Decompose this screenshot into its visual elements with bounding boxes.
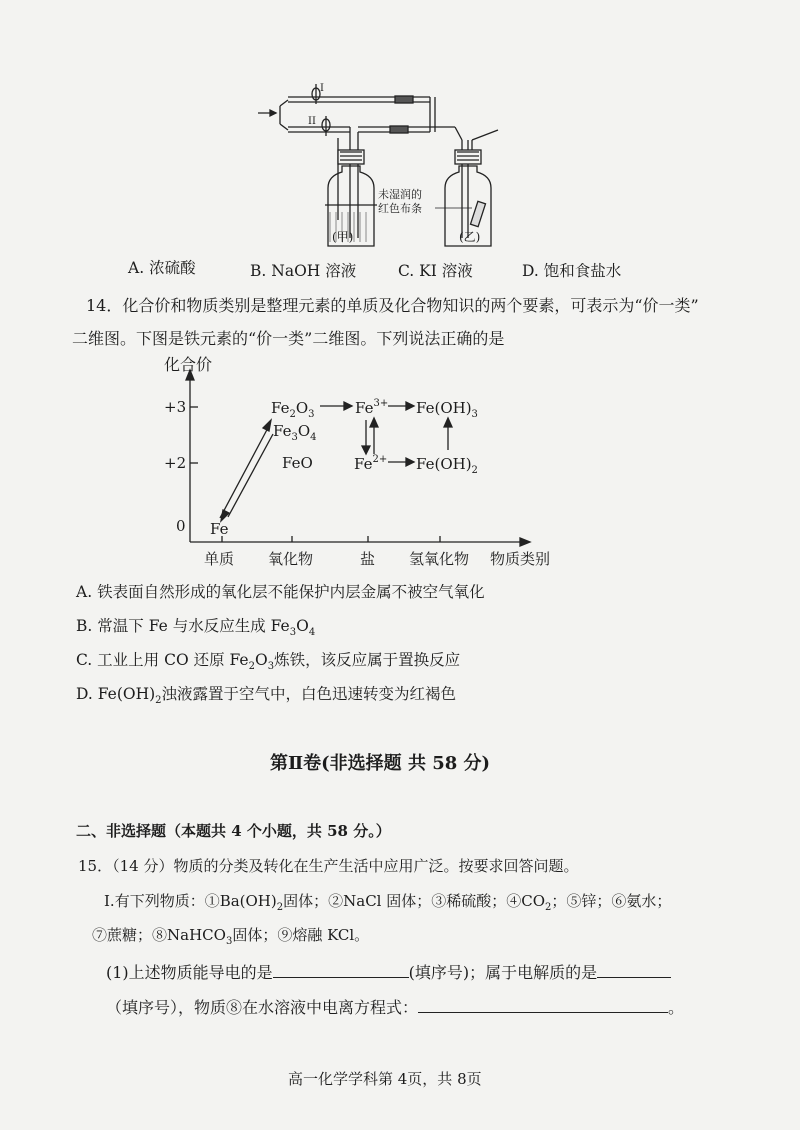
valve-2-label: II xyxy=(308,116,316,127)
section-heading: 第Ⅱ卷(非选择题 共 58 分) xyxy=(270,753,491,774)
q15-part1-line2: ⑦蔗糖；⑧NaHCO$_3$固体；⑨熔融 KCl。 xyxy=(92,926,370,947)
part2-heading: 二、非选择题（本题共 4 个小题，共 58 分。） xyxy=(76,822,391,840)
page-footer: 高一化学学科第 4页，共 8页 xyxy=(288,1070,482,1088)
q13-option-d[interactable]: D. 饱和食盐水 xyxy=(522,262,622,280)
bottle-a-label: (甲) xyxy=(332,230,354,244)
bottle-b-label: (乙) xyxy=(459,230,481,244)
species-fe: Fe xyxy=(210,520,229,538)
q15-sub1-line2: （填序号），物质⑧在水溶液中电离方程式： 。 xyxy=(106,998,685,1017)
species-feo: FeO xyxy=(282,454,313,472)
y-tick-label-plus3: +3 xyxy=(164,398,187,416)
q14-stem-line2: 二维图。下图是铁元素的“价一类”二维图。下列说法正确的是 xyxy=(72,329,505,348)
x-tick-label-hydroxide: 氢氧化物 xyxy=(409,550,470,568)
q13-option-b[interactable]: B. NaOH 溶液 xyxy=(250,262,357,280)
q15-sub1-line1: (1)上述物质能导电的是 (填序号)；属于电解质的是 xyxy=(106,960,671,983)
x-tick-label-elemental: 单质 xyxy=(204,550,235,568)
answer-blank-conductive[interactable] xyxy=(273,963,409,978)
q14-option-b[interactable]: B. 常温下 Fe 与水反应生成 $Fe_3O_4$ xyxy=(76,617,316,639)
q15-stem: 15．（14 分）物质的分类及转化在生产生活中应用广泛。按要求回答问题。 xyxy=(78,857,579,875)
cloth-label-1: 未湿润的 xyxy=(378,188,422,201)
x-tick-label-oxide: 氧化物 xyxy=(268,550,314,568)
species-fe2o3: $Fe_2O_3$ xyxy=(271,399,315,420)
cloth-label-2: 红色布条 xyxy=(378,202,422,215)
q13-option-c[interactable]: C. KI 溶液 xyxy=(398,262,473,280)
species-feoh3: $Fe(OH)_3$ xyxy=(416,399,478,420)
species-fe2plus: $Fe^{2+}$ xyxy=(354,454,388,473)
species-fe3o4: $Fe_3O_4$ xyxy=(273,422,317,443)
q14-option-a[interactable]: A. 铁表面自然形成的氧化层不能保护内层金属不被空气氧化 xyxy=(76,583,485,601)
species-fe3plus: $Fe^{3+}$ xyxy=(355,398,389,417)
y-tick-label-plus2: +2 xyxy=(164,454,187,472)
y-axis-title: 化合价 xyxy=(164,355,213,374)
x-axis-title: 物质类别 xyxy=(490,550,551,568)
y-tick-label-0: 0 xyxy=(176,517,186,535)
red-cloth-strip xyxy=(470,201,485,226)
q13-option-a[interactable]: A. 浓硫酸 xyxy=(128,259,196,277)
x-tick-label-salt: 盐 xyxy=(360,550,376,568)
valve-1-label: I xyxy=(320,83,324,94)
x-axis-arrow xyxy=(520,538,530,546)
gas-apparatus-diagram xyxy=(250,80,520,248)
valence-class-chart xyxy=(150,350,600,580)
q14-option-d[interactable]: D. $Fe(OH)_2$浊液露置于空气中，白色迅速转变为红褐色 xyxy=(76,685,457,707)
arrow-fe3o4-to-fe xyxy=(228,434,273,517)
q14-stem-line1: 14．化合价和物质类别是整理元素的单质及化合物知识的两个要素，可表示为“价一类” xyxy=(86,296,699,315)
q14-option-c[interactable]: C. 工业上用 CO 还原 $Fe_2O_3$炼铁，该反应属于置换反应 xyxy=(76,651,461,673)
q15-part1-line1: Ⅰ.有下列物质：$①Ba(OH)_2$固体；②NaCl 固体；③稀硫酸；$④CO_2$；⑤锌；⑥氨水； xyxy=(104,892,672,913)
answer-blank-ionization-equation[interactable] xyxy=(418,998,668,1013)
arrow-fe-to-fe3o4 xyxy=(220,424,270,518)
species-feoh2: $Fe(OH)_2$ xyxy=(416,455,478,476)
answer-blank-electrolyte[interactable] xyxy=(597,963,671,978)
